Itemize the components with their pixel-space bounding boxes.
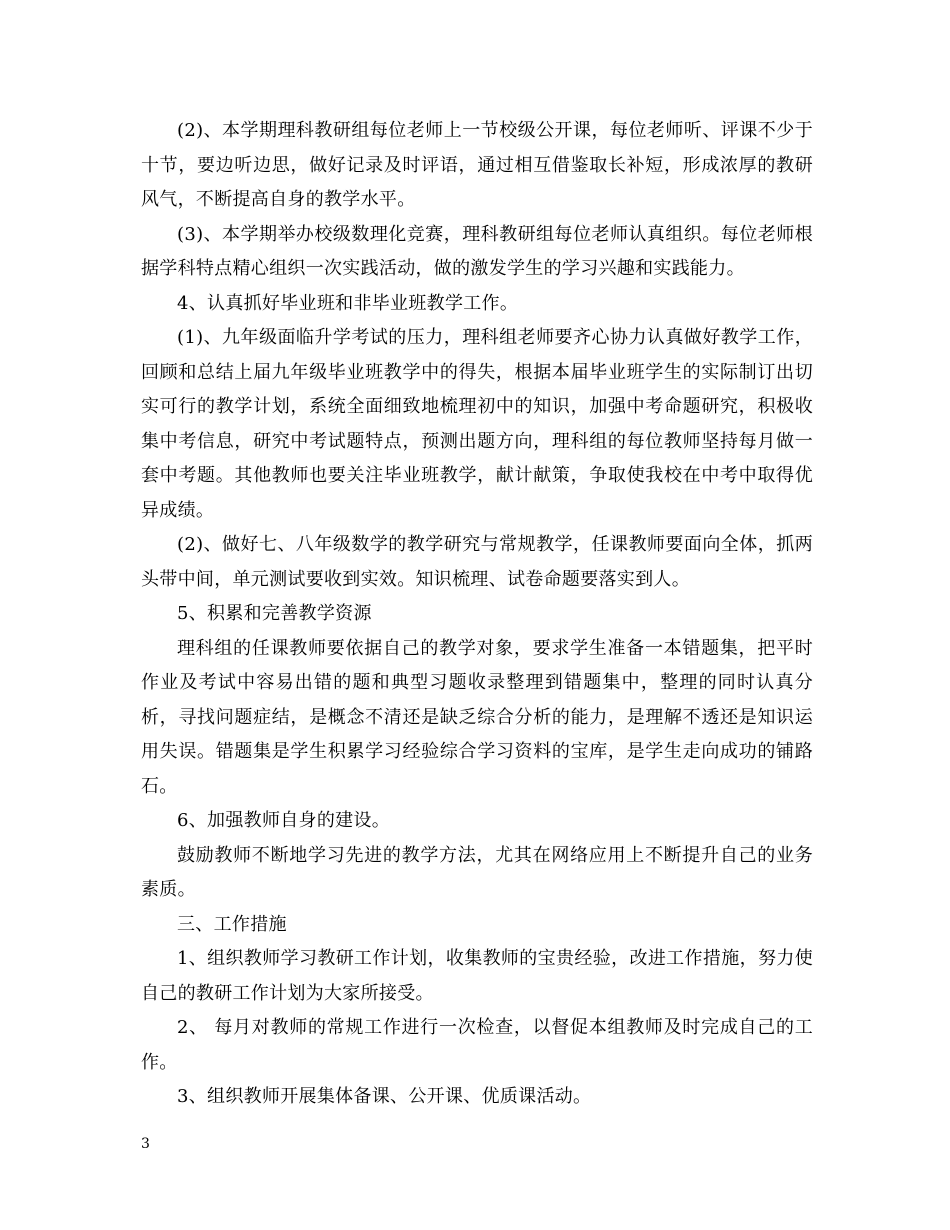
paragraph-item-2-grade-seven-eight: (2)、做好七、八年级数学的教学研究与常规教学，任课教师要面向全体，抓两头带中间，单元测试要收到实效。知识梳理、试卷命题要落实到人。: [141, 534, 813, 590]
page-number: 3: [141, 1136, 150, 1152]
measure-item-3: 3、组织教师开展集体备课、公开课、优质课活动。: [177, 1086, 592, 1107]
section-heading-measures: 三、工作措施: [177, 913, 287, 935]
section-heading-6: 6、加强教师自身的建设。: [177, 810, 391, 831]
section-heading-4: 4、认真抓好毕业班和非毕业班教学工作。: [177, 292, 519, 314]
paragraph-teacher-learning: 鼓励教师不断地学习先进的教学方法，尤其在网络应用上不断提升自己的业务素质。: [141, 844, 813, 900]
paragraph-item-3-competition: (3)、本学期举办校级数理化竞赛，理科教研组每位老师认真组织。每位老师根据学科特点精心组织一次实践活动，做的激发学生的学习兴趣和实践能力。: [141, 223, 813, 279]
measure-item-2: 2、 每月对教师的常规工作进行一次检查，以督促本组教师及时完成自己的工作。: [141, 1017, 813, 1073]
paragraph-item-1-grade-nine: (1)、九年级面临升学考试的压力，理科组老师要齐心协力认真做好教学工作，回顾和总结上届九年级毕业班教学中的得失，根据本届毕业班学生的实际制订出切实可行的教学计划，系统全面细致地梳理初中的知识，加强中考命题研究，积极收集中考信息，研究中考试题特点，预测出题方向，理科组的每位教师坚持每月做一套中考题。其他教师也要关注毕业班教学，献计献策，争取使我校在中考中取得优异成绩。: [141, 327, 813, 521]
measure-item-1: 1、组织教师学习教研工作计划，收集教师的宝贵经验，改进工作措施，努力使自己的教研工作计划为大家所接受。: [141, 948, 813, 1004]
paragraph-item-2-open-class: (2)、本学期理科教研组每位老师上一节校级公开课，每位老师听、评课不少于十节，要边听边思，做好记录及时评语，通过相互借鉴取长补短，形成浓厚的教研风气，不断提高自身的教学水平。: [141, 120, 813, 210]
section-heading-5: 5、积累和完善教学资源: [177, 603, 372, 624]
document-body: [141, 114, 813, 1115]
paragraph-error-collection: 理科组的任课教师要依据自己的教学对象，要求学生准备一本错题集，把平时作业及考试中容易出错的题和典型习题收录整理到错题集中，整理的同时认真分析，寻找问题症结，是概念不清还是缺乏综合分析的能力，是理解不透还是知识运用失误。错题集是学生积累学习经验综合学习资料的宝库，是学生走向成功的铺路石。: [141, 637, 813, 797]
